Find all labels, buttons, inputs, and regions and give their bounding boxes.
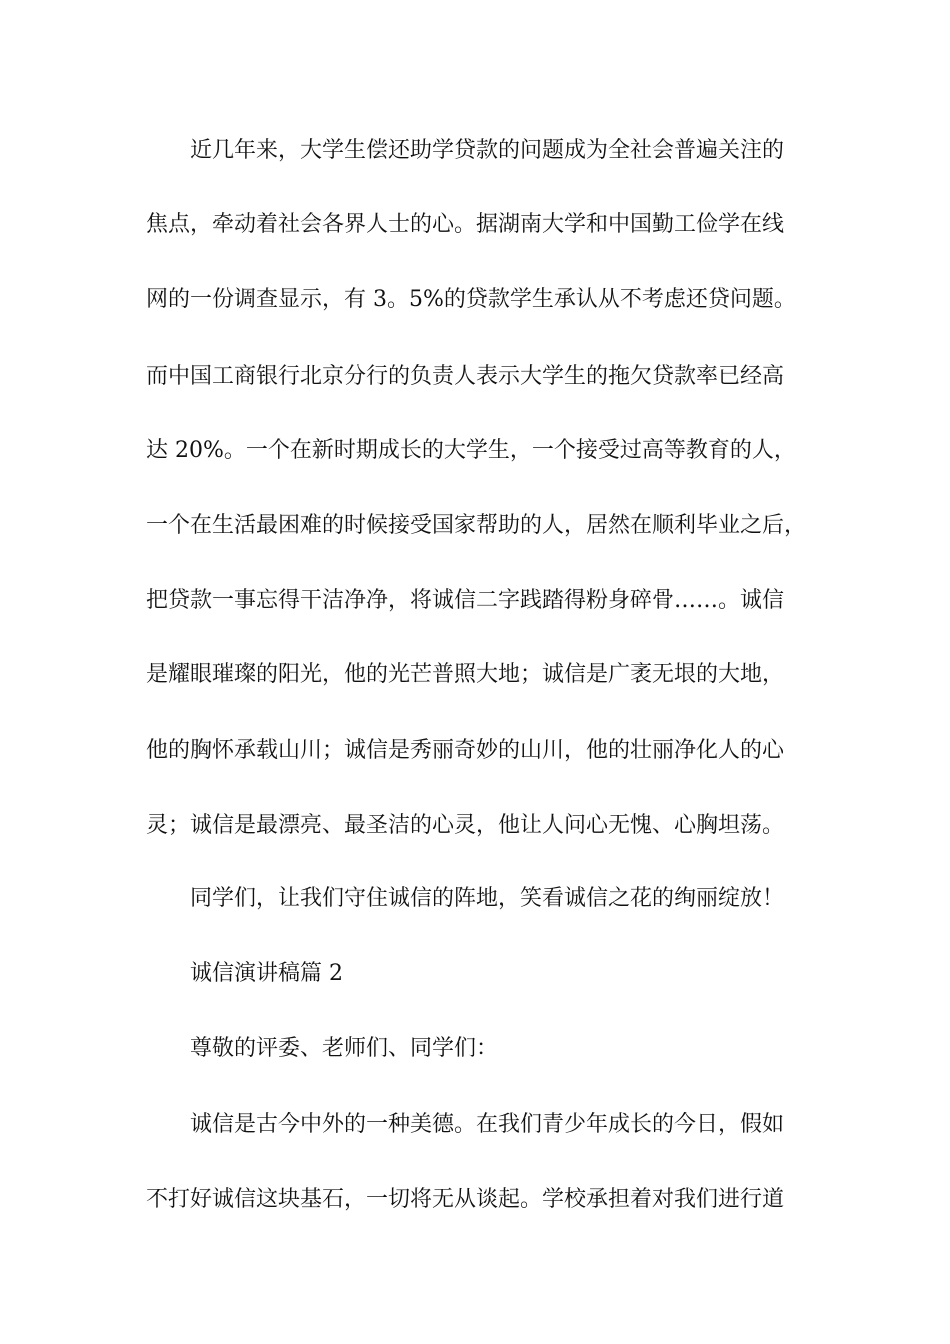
paragraph-line: 一个在生活最困难的时候接受国家帮助的人，居然在顺利毕业之后， [146,513,807,538]
paragraph-line: 达 20%。一个在新时期成长的大学生，一个接受过高等教育的人， [146,438,796,463]
paragraph-line: 他的胸怀承载山川；诚信是秀丽奇妙的山川，他的壮丽净化人的心 [146,738,785,763]
paragraph-line: 近几年来，大学生偿还助学贷款的问题成为全社会普遍关注的 [190,138,785,163]
paragraph-line: 诚信是古今中外的一种美德。在我们青少年成长的今日，假如 [190,1112,785,1137]
paragraph-line: 网的一份调查显示，有 3。5%的贷款学生承认从不考虑还贷问题。 [146,287,796,312]
paragraph-line: 把贷款一事忘得干洁净净，将诚信二字践踏得粉身碎骨……。诚信 [146,588,785,613]
paragraph-line: 灵；诚信是最漂亮、最圣洁的心灵，他让人问心无愧、心胸坦荡。 [146,813,785,838]
salutation: 尊敬的评委、老师们、同学们： [190,1036,499,1061]
paragraph-line: 是耀眼璀璨的阳光，他的光芒普照大地；诚信是广袤无垠的大地， [146,662,785,687]
paragraph-line: 而中国工商银行北京分行的负责人表示大学生的拖欠贷款率已经高 [146,364,785,389]
paragraph-line: 不打好诚信这块基石，一切将无从谈起。学校承担着对我们进行道 [146,1187,785,1212]
closing-line: 同学们，让我们守住诚信的阵地，笑看诚信之花的绚丽绽放！ [190,886,785,911]
paragraph-line: 焦点，牵动着社会各界人士的心。据湖南大学和中国勤工俭学在线 [146,212,785,237]
section-heading: 诚信演讲稿篇 2 [190,961,343,986]
